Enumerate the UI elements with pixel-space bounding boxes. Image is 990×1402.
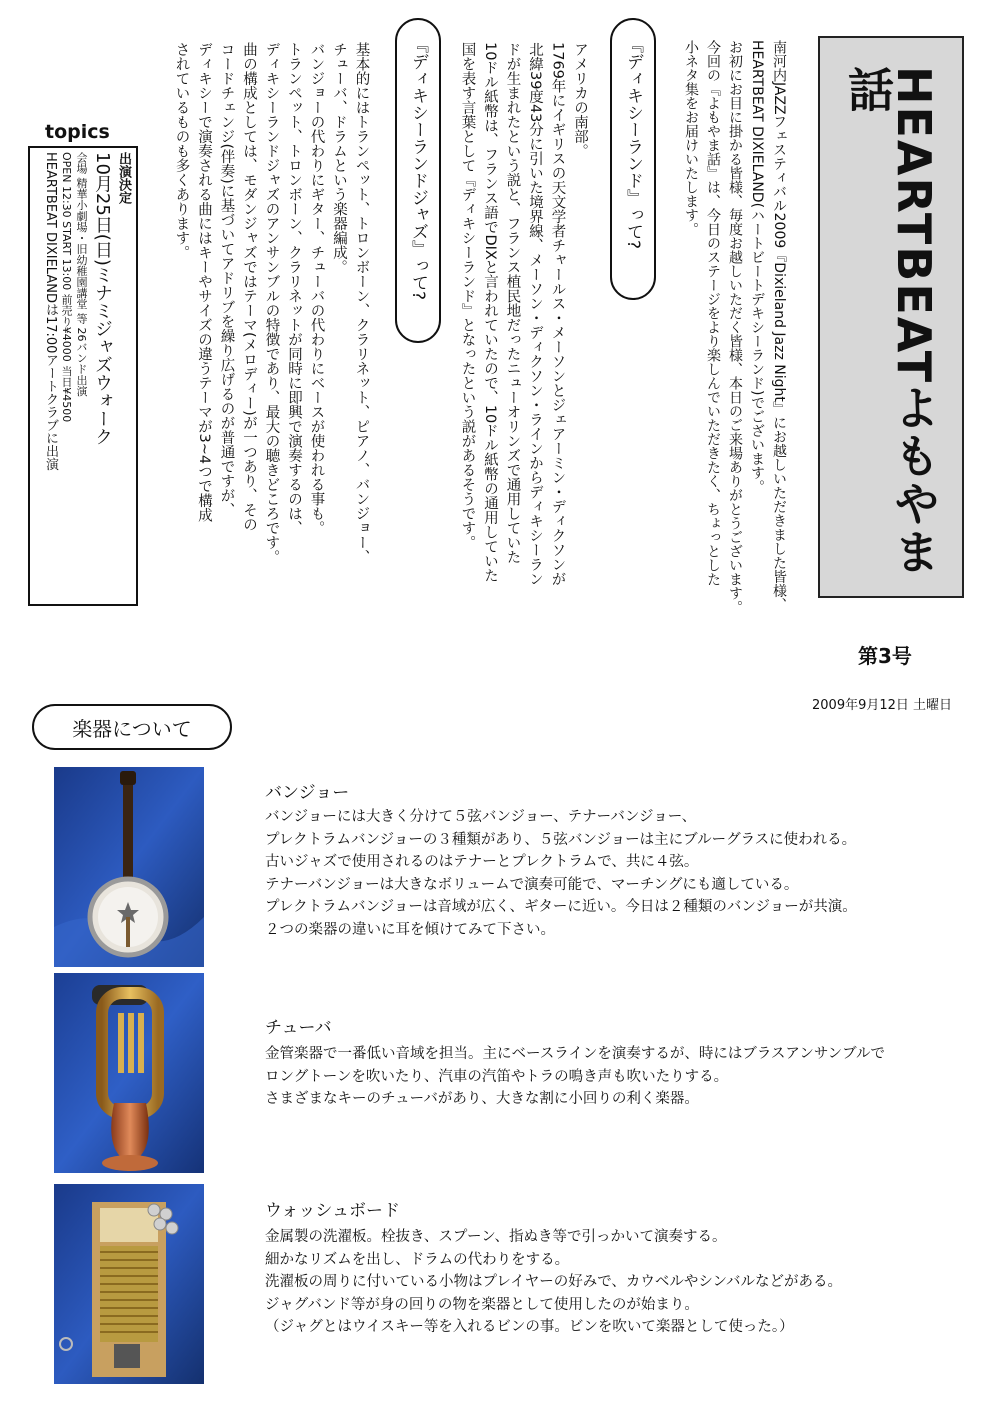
- topics-band: HEARTBEAT DIXIELANDは17:00アートクラブに出演: [43, 152, 58, 471]
- topics-content: [41, 152, 132, 602]
- newsletter-title: HEARTBEATよもやま話: [841, 66, 941, 577]
- intro-text: 南河内JAZZフェスティバル2009『Dixieland Jazz Night』にお越しいただきました皆様、 HEARTBEAT DIXIELAND(ハートビートデキシーランド)でございます。 お初にお目に掛かる皆様、毎度お越しいただく皆様、本日のご来場ありがとうございます。 今回の『よもやま話』は、今日のステージをより楽しんでいただきたく、ちょっとした 小ネタ集をお届けいたします。: [683, 40, 787, 614]
- dixieland-jazz-text: 基本的にはトランペット、トロンボーン、クラリネット、ピアノ、バンジョー、 チューバ、ドラムという楽器編成。 バンジョーの代わりにギター、チューバの代わりにベースが使われる事も。 トランペット、トロンボーン、クラリネットが同時に即興で演奏するのは、 ディキシーランドジャズのアンサンブルの特徴であり、最大の聴きどころです。 曲の構成としては、モダンジャズではテーマ(メロディー)が一つあり、その コードチェンジ(伴奏)に基づいてアドリブを繰り広げるのが普通ですが、 ディキシーで演奏される曲にはキーやサイズの違うテーマが3~4つで構成 されているものも多くあります。: [173, 42, 370, 564]
- issue-number: 第3号: [858, 644, 912, 668]
- topics-heading: 出演決定: [116, 152, 131, 204]
- dixieland-jazz-heading: 『ディキシーランドジャズ』って?: [395, 18, 441, 343]
- topics-venue: 会場 精華小劇場・旧幼稚園講堂 等 26バンド出演: [75, 152, 88, 397]
- topics-date: 10月25日(日)ミナミジャズウォーク: [92, 152, 113, 446]
- washboard-description: 金属製の洗濯板。栓抜き、スプーン、指ぬき等で引っかいて演奏する。 細かなリズムを出し、ドラムの代わりをする。 洗濯板の周りに付いている小物はプレイヤーの好みで、カウベルやシンバルなどがある。 ジャグバンド等が身の回りの物を楽器として使用したのが始まり。 （ジャグとはウイスキー等を入れるビンの事。ビンを吹いて楽器として使った。）: [265, 1229, 843, 1335]
- title-box: [818, 36, 964, 598]
- topics-box: [28, 146, 138, 606]
- tuba-name: チューバ: [265, 1018, 332, 1038]
- banjo-name: バンジョー: [265, 783, 350, 803]
- washboard-photo: [54, 1184, 204, 1384]
- topics-label: topics: [45, 121, 110, 143]
- topics-time: OPEN 12:30 START 13:00 前売り¥4000 当日¥4500: [60, 152, 73, 423]
- dixieland-heading: 『ディキシーランド』って?: [610, 18, 656, 300]
- publication-date: 2009年9月12日 土曜日: [812, 698, 953, 713]
- tuba-photo: [54, 973, 204, 1173]
- instruments-heading: 楽器について: [32, 704, 232, 750]
- banjo-description: バンジョーには大きく分けて５弦バンジョー、テナーバンジョー、 プレクトラムバンジョーの３種類があり、５弦バンジョーは主にブルーグラスに使われる。 古いジャズで使用されるのはテナーとプレクトラムで、共に４弦。 テナーバンジョーは大きなボリュームで演奏可能で、マーチングにも適している。 プレクトラムバンジョーは音域が広く、ギターに近い。今日は２種類のバンジョーが共演。 ２つの楽器の違いに耳を傾けてみて下さい。: [265, 809, 857, 938]
- banjo-photo: [54, 767, 204, 967]
- dixieland-text: アメリカの南部。 1769年にイギリスの天文学者チャールス・メーソンとジェアーミン・ディクソンが 北緯39度43分に引いた境界線、メーソン・ディクソン・ラインからディキシーラン ドが生まれたという説と、フランス植民地だったニューオリンズで通用していた 10ドル紙幣は、フランス語でDIXと言われていたので、10ドル紙幣の通用していた 国を表す言葉として『ディキシーランド』となったという説があるそうです。: [459, 42, 588, 587]
- washboard-name: ウォッシュボード: [265, 1201, 400, 1221]
- tuba-description: 金管楽器で一番低い音域を担当。主にベースラインを演奏するが、時にはブラスアンサンブルで ロングトーンを吹いたり、汽車の汽笛やトラの鳴き声も吹いたりする。 さまざまなキーのチューバがあり、大きな割に小回りの利く楽器。: [265, 1046, 886, 1107]
